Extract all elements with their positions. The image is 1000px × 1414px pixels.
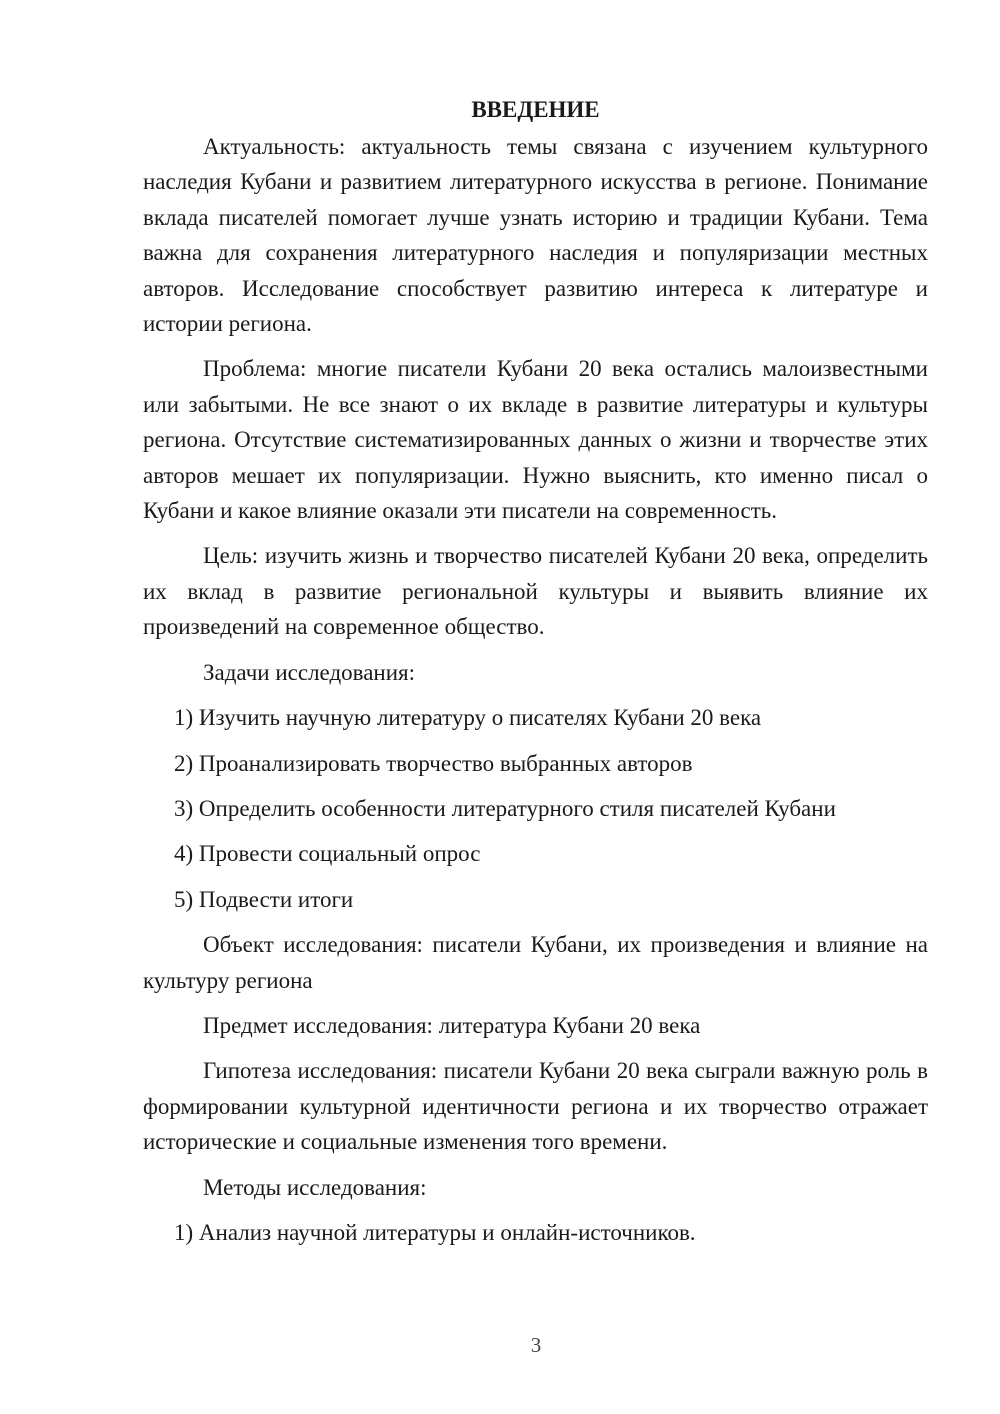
problem-paragraph: Проблема: многие писатели Кубани 20 века остались малоизвестными или забытыми. Не все знают о их вкладе в развитие литературы и культуры региона. Отсутствие систематизированных данных о жизни и творчестве этих авторов мешает их популяризации. Нужно выяснить, кто именно писал о Кубани и какое влияние оказали эти писатели на современность. <box>143 356 928 524</box>
task-item: 3) Определить особенности литературного стиля писателей Кубани <box>174 795 836 821</box>
page-number: 3 <box>530 1333 542 1357</box>
method-item: 1) Анализ научной литературы и онлайн-источников. <box>174 1219 696 1245</box>
page-title: ВВЕДЕНИЕ <box>471 97 600 122</box>
document-page <box>143 92 928 1260</box>
methods-title: Методы исследования: <box>203 1174 427 1200</box>
task-item: 1) Изучить научную литературу о писателях Кубани 20 века <box>174 705 762 731</box>
object-paragraph: Объект исследования: писатели Кубани, их произведения и влияние на культуру региона <box>143 932 928 993</box>
relevance-paragraph: Актуальность: актуальность темы связана с изучением культурного наследия Кубани и развитием литературного искусства в регионе. Понимание вклада писателей помогает лучше узнать историю и традиции Кубани. Тема важна для сохранения литературного наследия и популяризации местных авторов. Исследование способствует развитию интереса к литературе и истории региона. <box>143 134 928 337</box>
subject-paragraph: Предмет исследования: литература Кубани 20 века <box>203 1012 701 1038</box>
goal-paragraph: Цель: изучить жизнь и творчество писателей Кубани 20 века, определить их вклад в развитие региональной культуры и выявить влияние их произведений на современное общество. <box>143 543 928 640</box>
task-item: 5) Подвести итоги <box>174 886 354 912</box>
hypothesis-paragraph: Гипотеза исследования: писатели Кубани 20 века сыграли важную роль в формировании культурной идентичности региона и их творчество отражает исторические и социальные изменения того времени. <box>143 1058 928 1155</box>
task-item: 2) Проанализировать творчество выбранных авторов <box>174 750 693 776</box>
task-item: 4) Провести социальный опрос <box>174 841 481 867</box>
tasks-title: Задачи исследования: <box>203 659 416 685</box>
